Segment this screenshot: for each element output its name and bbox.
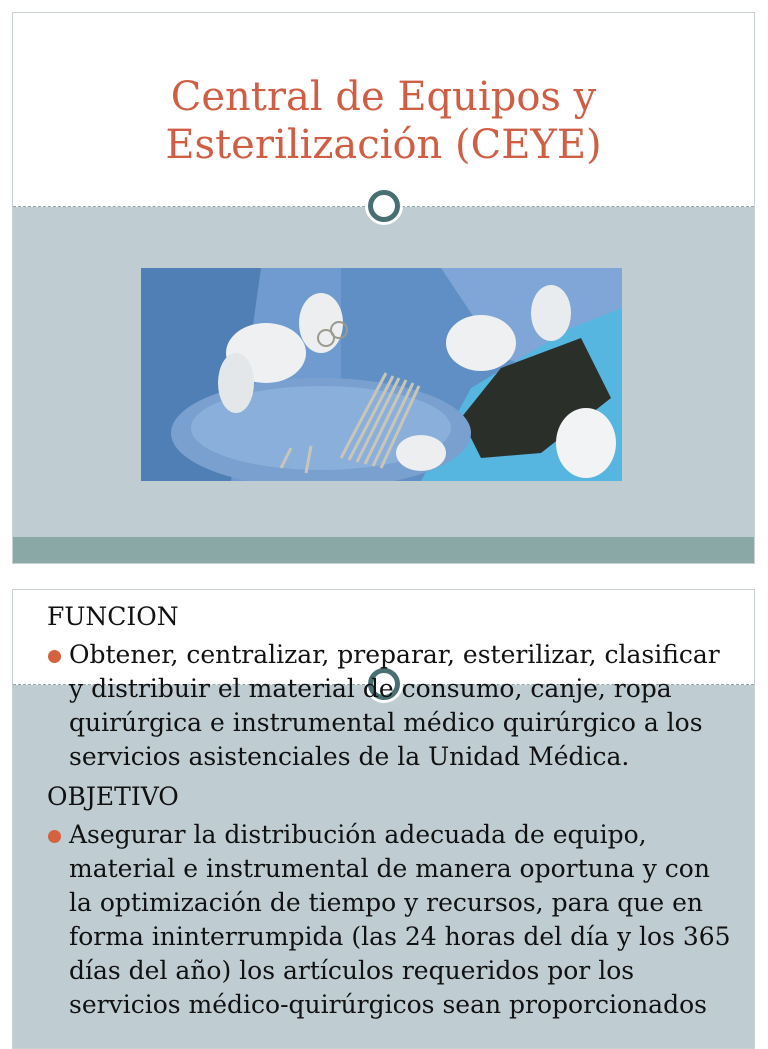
slide-title xyxy=(13,73,754,169)
footer-band xyxy=(13,537,754,563)
title-line-2: Esterilización (CEYE) xyxy=(165,122,602,168)
bullet-dot-icon xyxy=(48,830,61,843)
bullet-objetivo xyxy=(47,818,734,1022)
divider-circle-icon xyxy=(368,190,400,222)
slide-2 xyxy=(12,589,755,1049)
bullet-funcion-text: Obtener, centralizar, preparar, esterilizar, clasificar y distribuir el material de consumo, canje, ropa quirúrgica e instrumental médico quirúrgico a los servicios asistenciales de la Unidad Médica. xyxy=(69,640,720,771)
heading-funcion: FUNCION xyxy=(47,602,179,631)
heading-objetivo: OBJETIVO xyxy=(47,782,179,811)
title-line-1: Central de Equipos y xyxy=(170,74,597,120)
bullet-dot-icon xyxy=(48,650,61,663)
slide-content xyxy=(47,600,734,1028)
bullet-objetivo-text: Asegurar la distribución adecuada de equipo, material e instrumental de manera oportuna y con la optimización de tiempo y recursos, para que en forma ininterrumpida (las 24 horas del día y los 365 días del año) los artículos requeridos por los servicios médico-quirúrgicos sean proporcionados xyxy=(69,820,731,1019)
slide-1 xyxy=(12,12,755,564)
surgical-instruments-photo xyxy=(141,268,622,481)
surgery-illustration-icon xyxy=(141,268,622,481)
bullet-funcion xyxy=(47,638,734,774)
